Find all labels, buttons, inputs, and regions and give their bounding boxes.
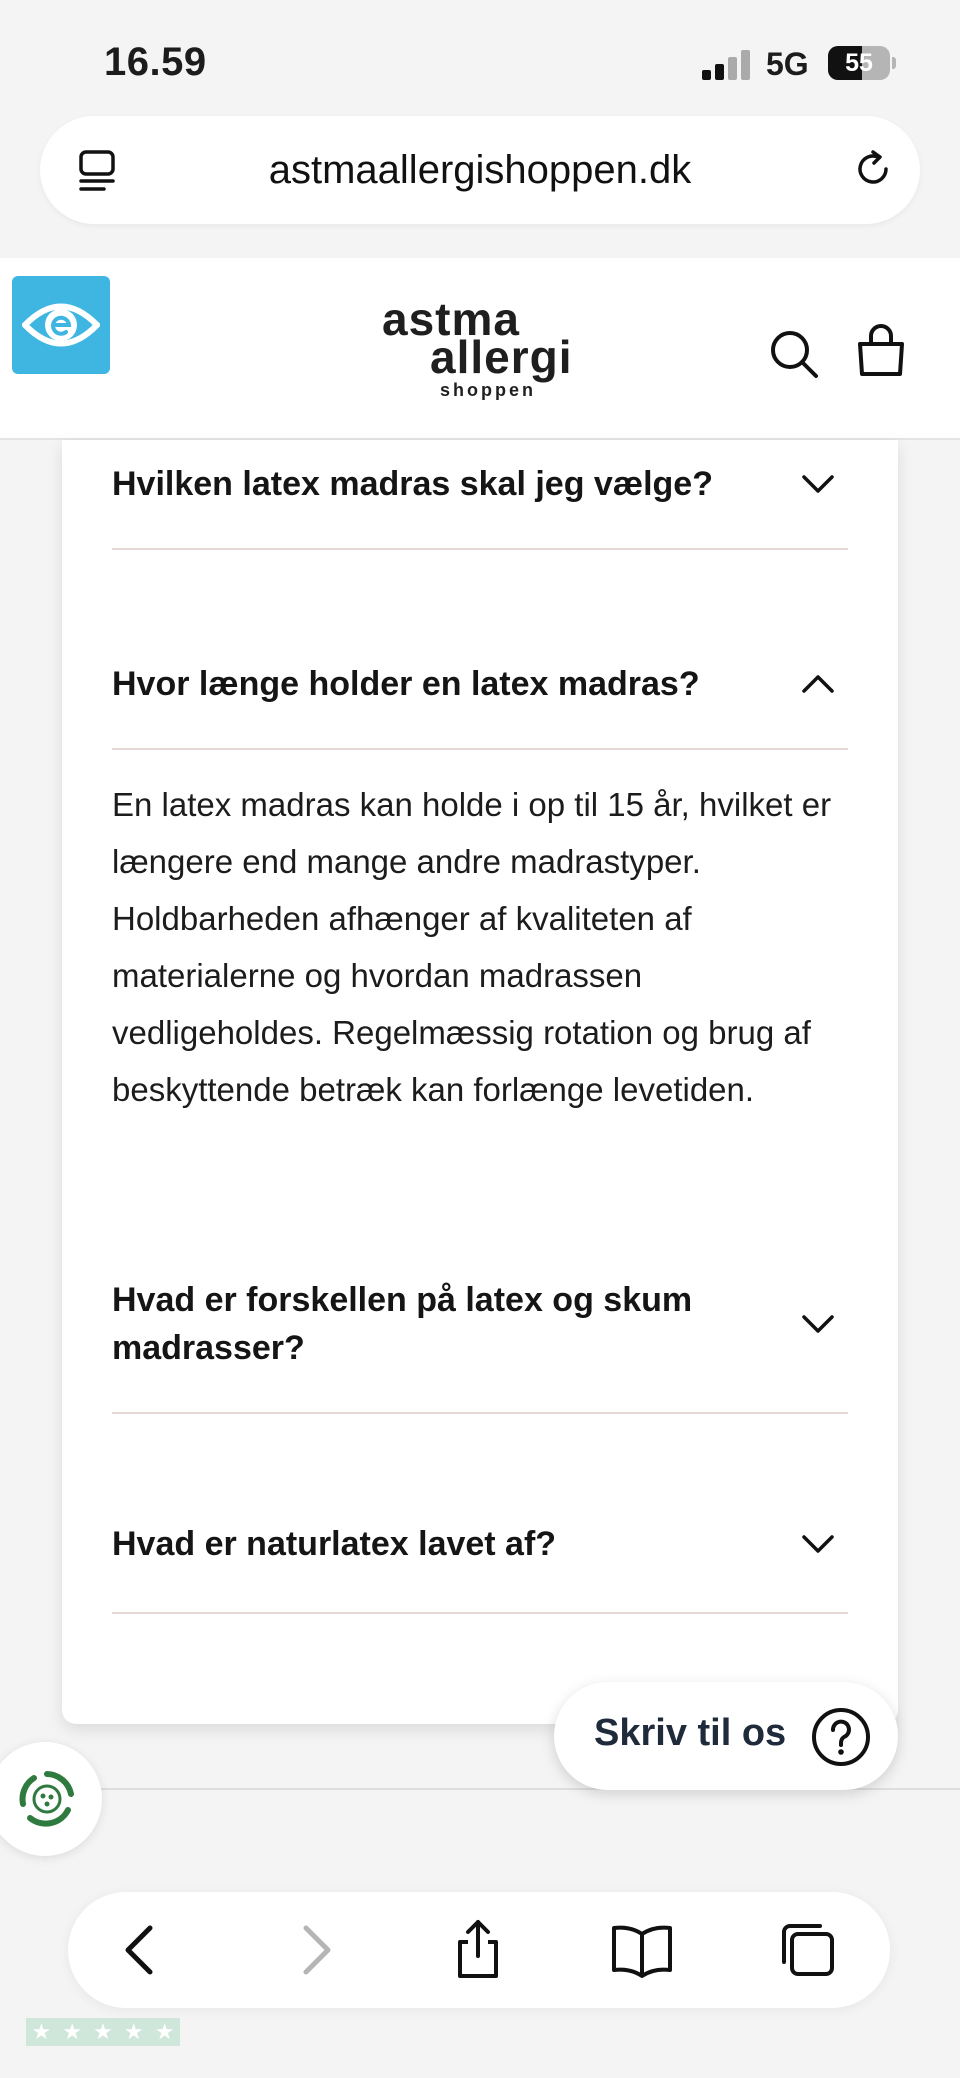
rating-stars	[26, 2018, 180, 2046]
battery-level: 55	[845, 49, 873, 77]
faq-divider	[112, 548, 848, 550]
faq-answer: En latex madras kan holde i op til 15 år, hvilket er længere end mange andre madrastyper. Holdbarheden afhænger af kvaliteten af materialerne og hvordan madrassen vedligeholdes. Regelmæssig rotation og brug af beskyttende betræk kan forlænge levetiden.	[112, 786, 832, 1108]
chevron-up-icon[interactable]	[798, 664, 838, 704]
address-bar[interactable]	[40, 116, 920, 224]
recycle-badge-icon	[16, 1768, 78, 1830]
reload-icon[interactable]	[848, 144, 898, 194]
signal-icon	[702, 48, 750, 80]
faq-question[interactable]: Hvilken latex madras skal jeg vælge?	[112, 465, 713, 503]
faq-item[interactable]	[112, 460, 848, 508]
bookmarks-icon[interactable]	[610, 1918, 674, 1982]
faq-divider	[112, 1612, 848, 1614]
site-header	[0, 258, 960, 440]
accessibility-eye-icon	[22, 292, 100, 358]
faq-item[interactable]	[112, 1276, 848, 1372]
faq-question-row[interactable]	[112, 1276, 848, 1372]
faq-divider	[112, 1412, 848, 1414]
search-icon[interactable]	[768, 328, 820, 380]
battery-icon	[828, 46, 890, 80]
logo-line-2: allergi	[430, 331, 573, 383]
status-time: 16.59	[104, 40, 207, 84]
share-icon[interactable]	[446, 1918, 510, 1982]
back-icon[interactable]	[110, 1918, 174, 1982]
question-mark-icon	[810, 1706, 872, 1768]
star-icon: ★	[123, 2019, 144, 2044]
star-icon: ★	[154, 2019, 175, 2044]
site-logo[interactable]	[382, 293, 582, 402]
logo-line-3: shoppen	[440, 380, 536, 400]
faq-question-row[interactable]	[112, 1520, 848, 1568]
forward-icon[interactable]	[282, 1918, 346, 1982]
star-icon: ★	[62, 2019, 83, 2044]
faq-divider	[112, 748, 848, 750]
faq-question[interactable]: Hvad er forskellen på latex og skum madrasser?	[112, 1281, 693, 1367]
network-label: 5G	[766, 46, 809, 82]
chevron-down-icon[interactable]	[798, 1304, 838, 1344]
faq-question-row[interactable]	[112, 460, 848, 508]
faq-item[interactable]	[112, 1520, 848, 1568]
faq-item[interactable]	[112, 660, 848, 708]
logo-line-1: astma	[382, 293, 520, 345]
contact-button-label: Skriv til os	[594, 1712, 787, 1754]
battery-tip	[892, 57, 896, 69]
status-bar	[0, 0, 960, 112]
tabs-icon[interactable]	[776, 1918, 840, 1982]
accessibility-button[interactable]	[12, 276, 110, 374]
faq-question-row[interactable]	[112, 660, 848, 708]
star-icon: ★	[31, 2019, 52, 2044]
chevron-down-icon[interactable]	[798, 464, 838, 504]
contact-button[interactable]	[554, 1682, 898, 1790]
faq-card	[62, 440, 898, 1724]
chevron-down-icon[interactable]	[798, 1524, 838, 1564]
browser-toolbar	[68, 1892, 890, 2008]
faq-question[interactable]: Hvor længe holder en latex madras?	[112, 665, 700, 703]
shopping-bag-icon[interactable]	[856, 322, 906, 378]
eco-badge[interactable]	[0, 1742, 102, 1856]
faq-question[interactable]: Hvad er naturlatex lavet af?	[112, 1525, 557, 1563]
url-text[interactable]: astmaallergishoppen.dk	[268, 148, 692, 192]
star-icon: ★	[93, 2019, 113, 2044]
